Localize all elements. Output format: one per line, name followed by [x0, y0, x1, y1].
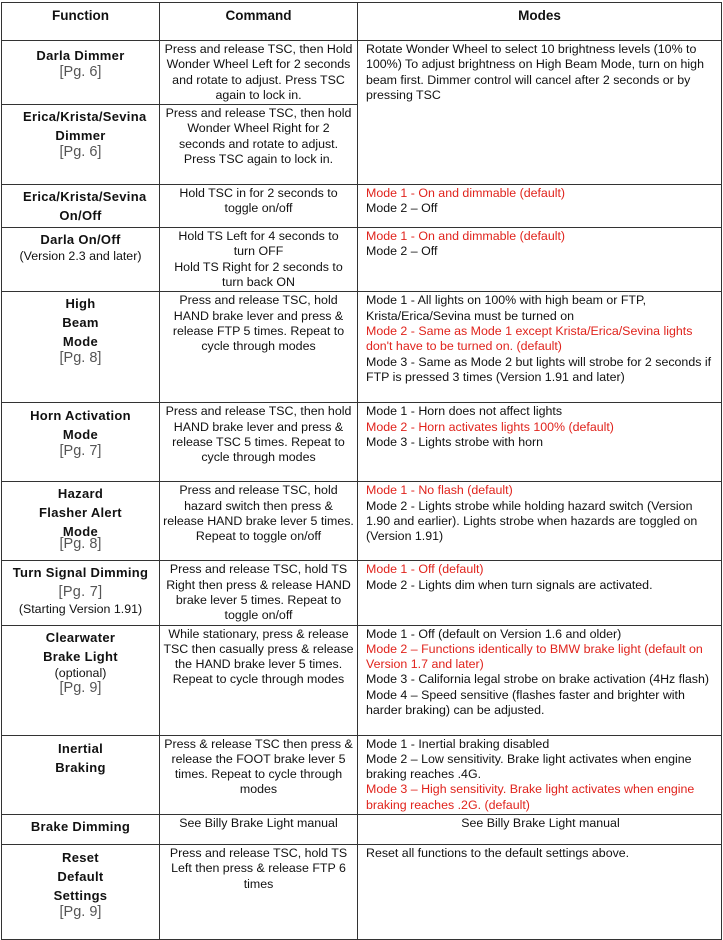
- mode-line: Mode 1 - On and dimmable (default): [366, 229, 566, 244]
- function-cell: [2, 561, 160, 625]
- mode-line: Mode 2 - Horn activates lights 100% (default): [366, 419, 614, 434]
- mode-line: Mode 3 - California legal strobe on brake activation (4Hz flash): [366, 672, 709, 687]
- mode-line: Mode 2 – Off: [366, 201, 438, 216]
- command-line: Hold TS Right for 2 seconds to turn back ON: [174, 259, 343, 290]
- mode-line: Mode 1 - Off (default): [366, 562, 484, 577]
- page-ref: [Pg. 9]: [59, 904, 102, 921]
- version-note: (Starting Version 1.91): [18, 602, 143, 617]
- function-name: Inertial Braking: [55, 740, 106, 775]
- function-cell: [2, 403, 160, 482]
- function-cell: [2, 625, 160, 735]
- function-cell: [2, 185, 160, 228]
- mode-line: Mode 1 - On and dimmable (default): [366, 186, 566, 201]
- command-cell: See Billy Brake Light manual: [160, 815, 358, 845]
- function-name: Darla On/Off: [40, 232, 121, 248]
- command-cell: Press and release TSC, then Hold Wonder Wheel Left for 2 seconds and rotate to adjust. Press TSC again to lock in.: [160, 41, 358, 105]
- table-row: [2, 292, 722, 403]
- mode-line: Mode 3 - Lights strobe with horn: [366, 434, 544, 449]
- command-cell: Press and release TSC, hold HAND brake lever and press & release FTP 5 times. Repeat to cycle through modes: [160, 292, 358, 403]
- function-name-text: Turn Signal Dimming: [12, 565, 149, 581]
- table-row: [2, 625, 722, 735]
- function-cell: [2, 228, 160, 292]
- mode-line: Mode 1 - No flash (default): [366, 483, 513, 498]
- table-row: [2, 228, 722, 292]
- mode-line: Mode 2 – Off: [366, 244, 438, 259]
- command-cell: Press and release TSC, hold TS Right then press & release HAND brake lever 5 times. Repeat to toggle on/off: [160, 561, 358, 625]
- function-name: Erica/Krista/Sevina On/Off: [23, 189, 147, 224]
- page-ref: [Pg. 7]: [59, 443, 102, 460]
- function-cell: [2, 41, 160, 105]
- function-name: Darla Dimmer: [36, 48, 125, 63]
- mode-line: Rotate Wonder Wheel to select 10 brightness levels (10% to 100%) To adjust brightness on High Beam Mode, turn on high beam first. Dimmer control will cancel after 2 seconds or by pressing TSC: [366, 42, 704, 102]
- mode-line: Mode 3 - Same as Mode 2 but lights will strobe for 2 seconds if FTP is pressed 3 times (Version 1.91 and later): [366, 354, 712, 384]
- command-cell: Press and release TSC, hold hazard switch then press & release HAND brake lever 5 times. Repeat to toggle on/off: [160, 482, 358, 561]
- function-name: Erica/Krista/Sevina Dimmer: [23, 109, 147, 144]
- page-ref: [Pg. 8]: [59, 350, 102, 367]
- table-row: [2, 185, 722, 228]
- modes-cell: [358, 845, 722, 940]
- header-modes: Modes: [358, 3, 722, 41]
- table-row: [2, 482, 722, 561]
- modes-cell: [358, 482, 722, 561]
- function-name: Hazard Flasher Alert Mode: [39, 486, 122, 540]
- mode-line: Mode 1 - All lights on 100% with high beam or FTP, Krista/Erica/Sevina must be turned on: [366, 293, 647, 323]
- settings-table: [1, 2, 722, 940]
- header-command: Command: [160, 3, 358, 41]
- page-ref: [Pg. 6]: [59, 64, 102, 80]
- function-cell: [2, 735, 160, 814]
- function-name: High Beam Mode: [62, 296, 99, 350]
- mode-line: Mode 1 - Horn does not affect lights: [366, 404, 563, 419]
- function-cell: [2, 815, 160, 845]
- function-name: Reset Default Settings: [53, 850, 108, 904]
- table-row: [2, 845, 722, 940]
- page-ref: [Pg. 9]: [59, 679, 102, 696]
- command-cell: [160, 228, 358, 292]
- function-cell: [2, 105, 160, 185]
- command-cell: Press and release TSC, then hold Wonder Wheel Right for 2 seconds and rotate to adjust. Press TSC again to lock in.: [160, 105, 358, 185]
- header-function: Function: [2, 3, 160, 41]
- page-ref: [Pg. 8]: [59, 536, 102, 553]
- mode-line: Mode 1 - Off (default on Version 1.6 and older): [366, 626, 622, 641]
- table-row: [2, 403, 722, 482]
- mode-line: Mode 1 - Inertial braking disabled: [366, 736, 550, 751]
- mode-line: Mode 2 – Functions identically to BMW brake light (default on Version 1.7 and later): [366, 641, 703, 672]
- modes-cell: [358, 625, 722, 735]
- function-name: Clearwater Brake Light: [43, 629, 118, 664]
- table-row: [2, 561, 722, 625]
- version-note: (Version 2.3 and later): [19, 249, 142, 264]
- function-name: Horn Activation Mode: [30, 408, 131, 443]
- page-ref: [Pg. 7]: [58, 584, 103, 601]
- mode-line: Mode 3 – High sensitivity. Brake light activates when engine braking reaches .2G. (default): [366, 782, 695, 812]
- function-cell: [2, 845, 160, 940]
- table-row: [2, 41, 722, 105]
- modes-cell: [358, 185, 722, 228]
- function-cell: [2, 482, 160, 561]
- function-cell: [2, 292, 160, 403]
- page-ref: [Pg. 6]: [59, 144, 102, 161]
- command-cell: Hold TSC in for 2 seconds to toggle on/off: [160, 185, 358, 228]
- modes-cell: [358, 561, 722, 625]
- table-row: [2, 735, 722, 814]
- modes-cell: [358, 228, 722, 292]
- modes-cell: [358, 815, 722, 845]
- mode-line: See Billy Brake Light manual: [461, 816, 620, 831]
- header-row: [2, 3, 722, 41]
- modes-cell: [358, 735, 722, 814]
- command-cell: Press and release TSC, hold TS Left then press & release FTP 6 times: [160, 845, 358, 940]
- mode-line: Mode 2 - Lights strobe while holding hazard switch (Version 1.90 and earlier). Lights strobe when hazards are toggled on (Version 1.91): [366, 498, 698, 544]
- mode-line: Reset all functions to the default settings above.: [366, 846, 630, 861]
- command-cell: While stationary, press & release TSC then casually press & release the HAND brake lever 5 times. Repeat to cycle through modes: [160, 625, 358, 735]
- command-cell: Press & release TSC then press & release the FOOT brake lever 5 times. Repeat to cycle through modes: [160, 735, 358, 814]
- mode-line: Mode 2 – Low sensitivity. Brake light activates when engine braking reaches .4G.: [366, 751, 692, 782]
- command-cell: Press and release TSC, then hold HAND brake lever and press & release TSC 5 times. Repeat to cycle through modes: [160, 403, 358, 482]
- function-name: [5, 563, 156, 602]
- mode-line: Mode 2 - Lights dim when turn signals are activated.: [366, 577, 653, 592]
- function-name: Brake Dimming: [30, 819, 131, 835]
- table-row: [2, 815, 722, 845]
- mode-line: Mode 2 - Same as Mode 1 except Krista/Erica/Sevina lights don't have to be turned on. (default): [366, 323, 693, 354]
- modes-cell: [358, 403, 722, 482]
- mode-line: Mode 4 – Speed sensitive (flashes faster and brighter with harder braking) can be adjusted.: [366, 687, 685, 718]
- modes-cell: [358, 292, 722, 403]
- optional-note: (optional): [54, 665, 107, 680]
- command-line: Hold TS Left for 4 seconds to turn OFF: [178, 229, 339, 259]
- modes-cell: [358, 41, 722, 185]
